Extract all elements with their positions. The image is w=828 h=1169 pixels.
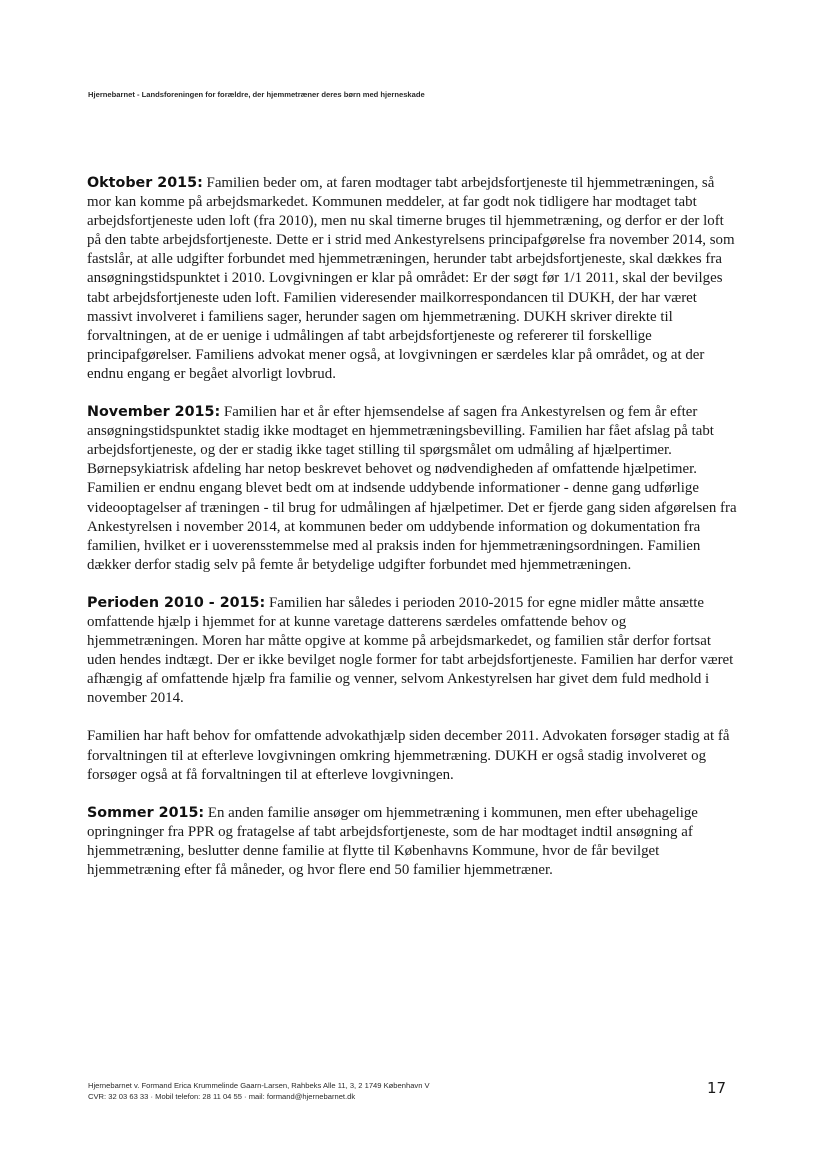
paragraph-lead: Sommer 2015: — [87, 804, 205, 821]
paragraph-perioden-2010-2015 — [87, 594, 737, 709]
paragraph-advokathjaelp — [87, 727, 737, 784]
page-footer — [88, 1081, 430, 1102]
paragraph-text: Familien har således i perioden 2010-2015 for egne midler måtte ansætte omfattende hjælp i hjemmet for at kunne varetage datterens særdeles omfattende behov og hjemmetræningen. Moren har måtte opgive at komme på arbejdsmarkedet, og familien står derfor fortsat uden hendes indtægt. Der er ikke bevilget nogle former for tabt arbejdsfortjeneste. Familien har derfor været afhængig af omfattende hjælp fra familie og venner, selvom Ankestyrelsen har givet dem fuld medhold i november 2014. — [87, 594, 734, 707]
paragraph-text: Familien beder om, at faren modtager tabt arbejdsfortjeneste til hjemmetræningen, så mor kan komme på arbejdsmarkedet. Kommunen meddeler, at far godt nok tidligere har modtaget tabt arbejdsfortjeneste uden loft (fra 2010), men nu skal timerne bruges til hjemmetræning, og derfor er der loft på den tabte arbejdsfortjeneste. Dette er i strid med Ankestyrelsens principafgørelse fra november 2014, som fastslår, at alle udgifter forbundet med hjemmetræningen, herunder tabt arbejdsfortjeneste, skal dækkes fra ansøgningstidspunktet i 2010. Lovgivningen er klar på området: Er der søgt før 1/1 2011, skal der bevilges tabt arbejdsfortjeneste uden loft. Familien videresender mailkorrespondancen til DUKH, der har været massivt involveret i familiens sager, herunder sagen om hjemmetræning. DUKH skriver direkte til forvaltningen, at de er uenige i udmålingen af tabt arbejdsfortjeneste og refererer til forskellige principafgørelser. Familiens advokat mener også, at lovgivningen er særdeles klar på området, og at der endnu engang er begået alvorligt lovbrud. — [87, 175, 735, 382]
paragraph-oktober-2015 — [87, 174, 737, 384]
document-body — [87, 174, 737, 899]
paragraph-lead: Oktober 2015: — [87, 175, 203, 191]
paragraph-lead: Perioden 2010 - 2015: — [87, 594, 266, 611]
paragraph-sommer-2015 — [87, 804, 737, 880]
paragraph-text: Familien har et år efter hjemsendelse af sagen fra Ankestyrelsen og fem år efter ansøgningstidspunktet stadig ikke modtaget en hjemmetræningsbevilling. Familien har fået afslag på tabt arbejdsfortjeneste, og der er stadig ikke taget stilling til spørgsmålet om udmåling af hjælpertimer. Børnepsykiatrisk afdeling har netop beskrevet behovet og nødvendigheden af omfattende hjælpetimer. Familien er endnu engang blevet bedt om at indsende uddybende informationer - denne gang udførlige videooptagelser af træningen - til brug for udmålingen af hjælpetimer. Det er fjerde gang siden afgørelsen fra Ankestyrelsen i november 2014, at kommunen beder om uddybende information og dokumentation fra familien, hvilket er i uoverensstemmelse med al praksis inden for hjemmetræningsordningen. Familien dækker derfor stadig selv på femte år betydelige udgifter forbundet med hjemmetræningen. — [87, 404, 737, 573]
paragraph-text: En anden familie ansøger om hjemmetræning i kommunen, men efter ubehagelige opringninger fra PPR og fratagelse af tabt arbejdsfortjeneste, som de har modtaget indtil ansøgning af hjemmetræning, beslutter denne familie at flytte til Københavns Kommune, hvor de får bevilget hjemmetræning efter få måneder, og hvor flere end 50 familier hjemmetræner. — [87, 804, 698, 878]
footer-contact: CVR: 32 03 63 33 · Mobil telefon: 28 11 04 55 · mail: formand@hjernebarnet.dk — [88, 1091, 356, 1101]
paragraph-november-2015 — [87, 403, 737, 575]
paragraph-lead: November 2015: — [87, 404, 221, 421]
paragraph-text: Familien har haft behov for omfattende advokathjælp siden december 2011. Advokaten forsøger stadig at få forvaltningen til at efterleve lovgivningen omkring hjemmetræning. DUKH er også stadig involveret og forsøger også at få forvaltningen til at efterleve lovgivningen. — [87, 728, 730, 783]
page-number: 17 — [707, 1079, 727, 1097]
page-header: Hjernebarnet - Landsforeningen for forældre, der hjemmetræner deres børn med hjerneskade — [88, 90, 425, 99]
footer-address: Hjernebarnet v. Formand Erica Krummelinde Gaarn-Larsen, Rahbeks Alle 11, 3, 2 1749 København V — [88, 1081, 430, 1090]
